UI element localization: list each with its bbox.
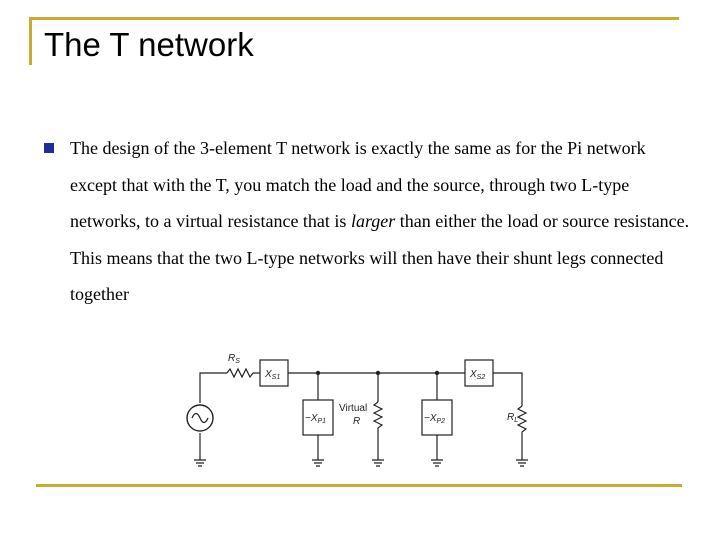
label-rl: $R_L$ xyxy=(507,412,519,424)
label-xs1: $X_{S1}$ xyxy=(265,369,281,381)
bullet-text-part-1: The design of the 3-element T network is exactly the same as for the Pi network except that with the T, you match the load and the source, through two L-type networks, to a virtual resistance that is xyxy=(70,138,646,231)
bullet-marker-icon xyxy=(44,143,54,153)
label-xs2: $X_{S2}$ xyxy=(470,369,486,381)
ac-source-icon xyxy=(187,405,213,431)
label-rs: $R_S$ xyxy=(228,353,240,365)
label-xp2: $-X_{P2}$ xyxy=(424,413,446,425)
footer-accent-line xyxy=(36,484,682,487)
label-xp1: $-X_{P1}$ xyxy=(305,413,327,425)
title-accent-top-line xyxy=(29,17,679,20)
bullet-text xyxy=(70,130,690,313)
t-network-circuit-diagram xyxy=(185,348,535,473)
label-virtual: Virtual xyxy=(339,403,368,414)
bullet-text-emphasis: larger xyxy=(350,211,396,231)
label-virtual-r: R xyxy=(353,416,361,427)
ground-icons xyxy=(194,460,528,466)
slide-title: The T network xyxy=(44,26,254,63)
bullet-text-part-2: than either the load or source resistance. This means that the two L-type networks will then have their shunt legs connected together xyxy=(70,211,690,304)
title-accent-left-line xyxy=(29,17,32,65)
